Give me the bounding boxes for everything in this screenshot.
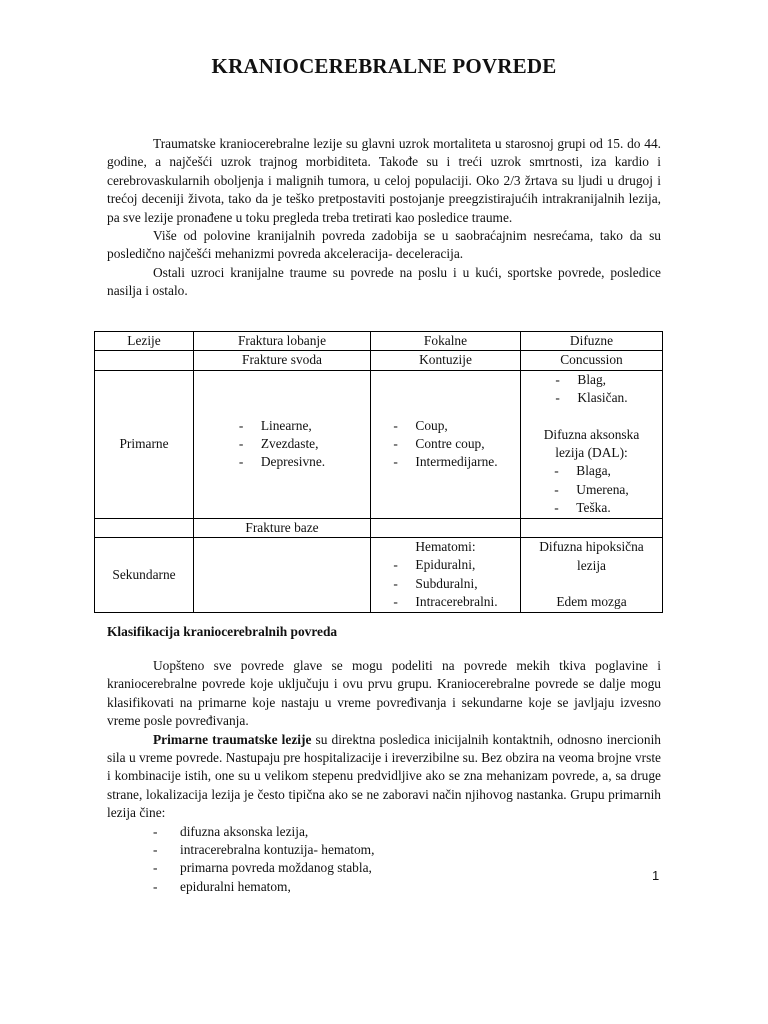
list-item: - epiduralni hematom, (153, 878, 291, 894)
table-header-cell: Difuzne (521, 332, 663, 351)
table-row-frakture-baze (95, 518, 663, 537)
hematomi-label: Hematomi: (415, 539, 476, 555)
list-item: - Blag, (555, 371, 607, 387)
table-cell (371, 538, 521, 613)
primary-lesion-list (107, 823, 661, 897)
table-cell (95, 351, 194, 370)
classification-section (107, 657, 661, 896)
table-cell (521, 370, 663, 518)
dal-list (554, 462, 628, 517)
row-label-sekundarne: Sekundarne (95, 538, 194, 613)
list-item: - Coup, (393, 417, 448, 433)
page-title: KRANIOCEREBRALNE POVREDE (211, 54, 557, 78)
list-item: - intracerebralna kontuzija- hematom, (153, 842, 375, 858)
table-cell (95, 518, 194, 537)
list-item: - Teška. (554, 500, 611, 516)
cell-text: Difuzna hipoksična (539, 539, 644, 555)
list-item: - Linearne, (238, 417, 312, 433)
fracture-list (239, 417, 325, 472)
table-cell: Frakture svoda (194, 351, 371, 370)
table-row-primarne (95, 370, 663, 518)
bold-term: Primarne traumatske lezije (153, 731, 312, 747)
intro-paragraph: Traumatske kraniocerebralne lezije su glavni uzrok mortaliteta u starosnoj grupi od 15. do 44. godine, a najčešći uzrok trajnog morbiditeta. Takođe su i treći uzrok smrtnosti, iza kardio i cerebrovaskularnih oboljenja i malignih tumora, u celoj populaciji. Oko 2/3 žrtava su ljudi u drugoj i trećoj deceniji života, tako da je teško pretpostaviti postojanje preegzistirajućih intrakranijalnih lezija, pa sve lezije pronađene u toku pregleda treba tretirati kao posledice traume. (107, 136, 661, 225)
list-item: - Intracerebralni. (393, 594, 498, 610)
dal-label: Difuzna aksonska (543, 426, 640, 442)
list-item: - Intermedijarne. (393, 454, 498, 470)
table-header-cell: Fokalne (371, 332, 521, 351)
list-item: - Blaga, (554, 463, 611, 479)
focal-list (393, 417, 497, 472)
table-subheader-row (95, 351, 663, 370)
table-cell (371, 518, 521, 537)
list-item: - Umerena, (554, 481, 629, 497)
table-header-row (95, 332, 663, 351)
table-cell (521, 518, 663, 537)
row-label-primarne: Primarne (95, 370, 194, 518)
page-number: 1 (652, 868, 660, 883)
intro-section (107, 135, 661, 301)
paragraph: Primarne traumatske lezije su direktna posledica inicijalnih kontaktnih, odnosno inercionih sila u vreme povrede. Nastupaju pre hospitalizacije i ireverzibilne su. Bez obzira na veoma brojne vrste i kombinacije istih, one su u velikom stepenu predvidljive ako se zna mehanizam povrede, a, sa druge strane, lokalizacija lezija je često tipična ako se ne zaboravi način njihovog nastanka. Grupu primarnih lezija čine: (107, 731, 661, 821)
paragraph: Uopšteno sve povrede glave se mogu podeliti na povrede mekih tkiva poglavine i kraniocerebralne povrede koje uključuju i ovu prvu grupu. Kraniocerebralne povrede se dalje mogu klasifikovati na primarne koje nastaju u vreme povređivanja i sekundarne koje se javljaju izvesno vreme posle povređivanja. (107, 658, 661, 729)
hematoma-list (393, 556, 497, 611)
table-cell: Frakture baze (194, 518, 371, 537)
list-item: - Klasičan. (555, 390, 628, 406)
section-heading: Klasifikacija kraniocerebralnih povreda (107, 624, 338, 639)
table-row-sekundarne (95, 538, 663, 613)
list-item: - primarna povreda moždanog stabla, (153, 860, 372, 876)
cell-text: lezija (577, 557, 606, 573)
intro-paragraph: Više od polovine kranijalnih povreda zadobija se u saobraćajnim nesrećama, tako da su posledično najčešći mehanizmi povreda akceleracija- deceleracija. (107, 228, 661, 262)
table-cell (371, 370, 521, 518)
table-cell (521, 538, 663, 613)
dal-label: lezija (DAL): (555, 445, 628, 461)
cell-text: Edem mozga (556, 594, 627, 610)
intro-paragraph: Ostali uzroci kranijalne traume su povrede na poslu i u kući, sportske povrede, posledice nasilja i ostalo. (107, 264, 661, 299)
table-cell: Kontuzije (371, 351, 521, 370)
table-cell: Concussion (521, 351, 663, 370)
list-item: - Depresivne. (238, 454, 326, 470)
diffuse-top-list (555, 371, 627, 408)
list-item: - Contre coup, (393, 436, 485, 452)
list-item: - Subduralni, (393, 575, 478, 591)
list-item: - difuzna aksonska lezija, (153, 823, 309, 839)
list-item: - Epiduralni, (393, 557, 476, 573)
list-item: - Zvezdaste, (238, 436, 319, 452)
table-cell (194, 538, 371, 613)
lesion-table (94, 331, 663, 613)
table-cell (194, 370, 371, 518)
table-header-cell: Lezije (95, 332, 194, 351)
table-header-cell: Fraktura lobanje (194, 332, 371, 351)
